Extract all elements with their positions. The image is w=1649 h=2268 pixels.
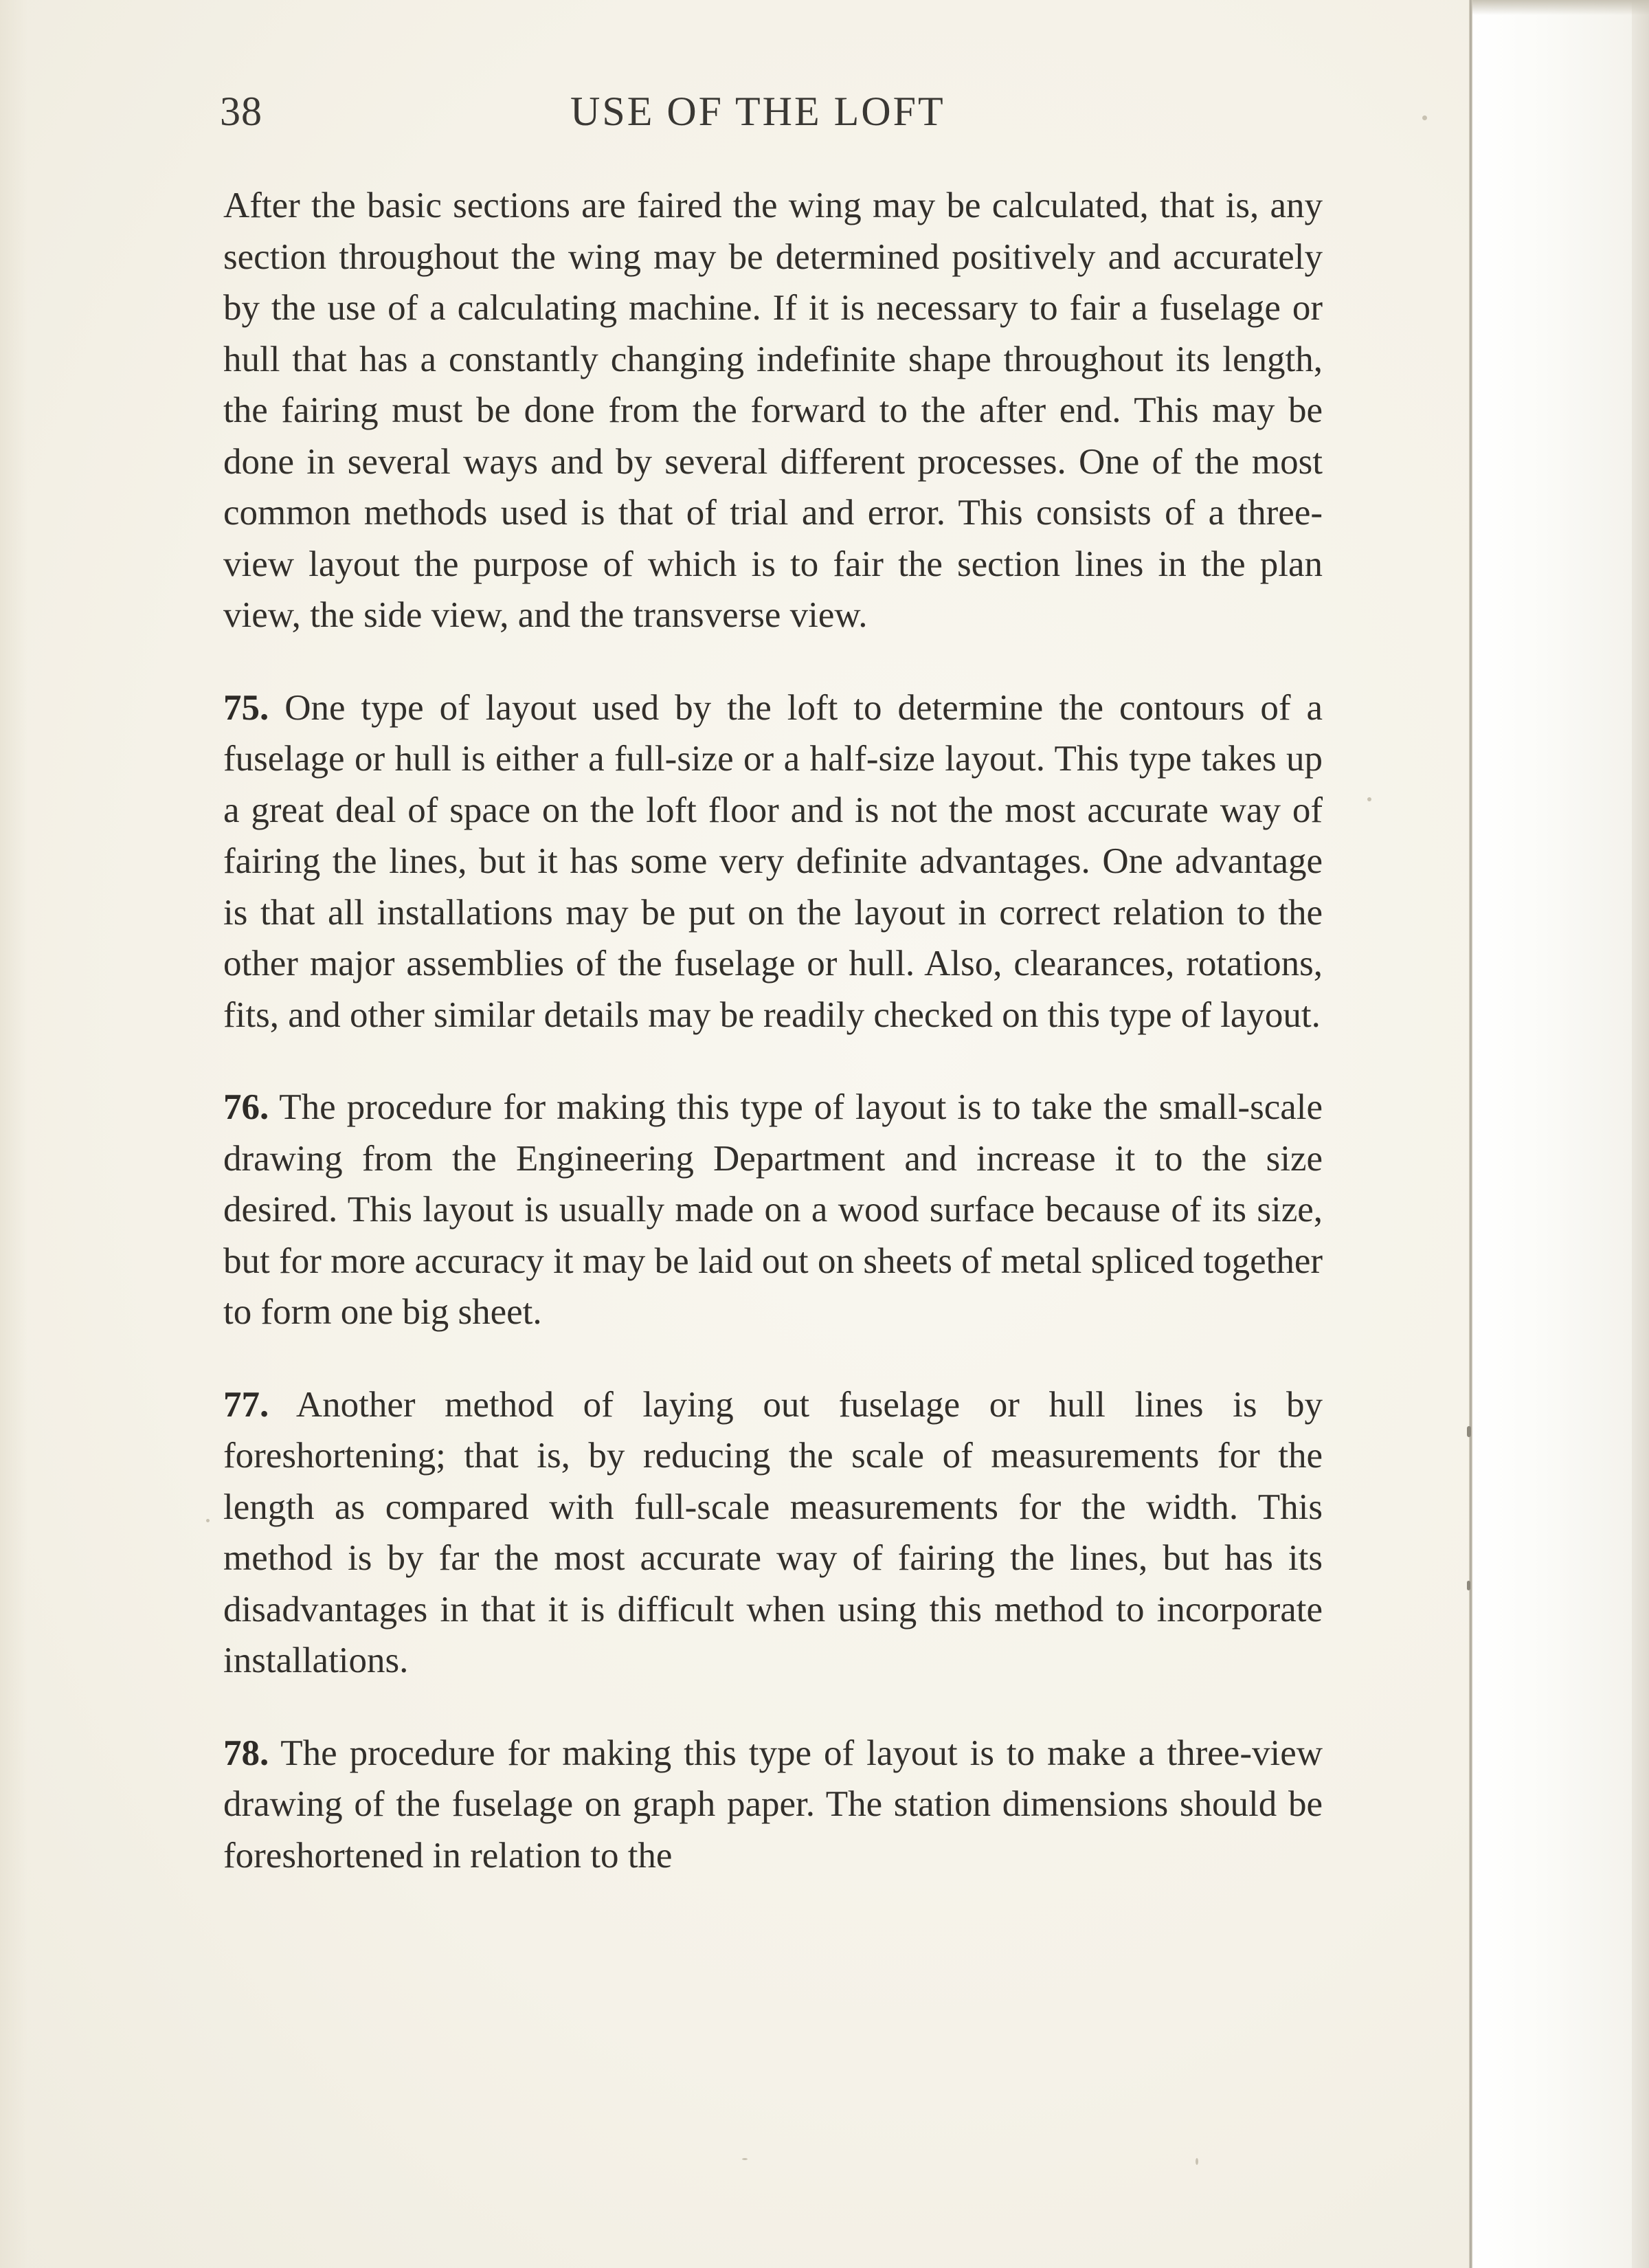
paragraph-76 [223, 1082, 1323, 1338]
paragraph-number: 75. [223, 687, 269, 728]
scan-left-shadow [0, 0, 27, 2268]
paragraph-text: Another method of laying out fuselage or hull lines is by foreshortening; that is, by reducing the scale of measurements for the length as compared with full-scale measurements for the width. This method is by far the most accurate way of fairing the lines, but has its disadvantages in that it is difficult when using this method to incorporate installations. [223, 1384, 1323, 1680]
paragraph-number: 78. [223, 1733, 269, 1773]
paragraph-75 [223, 682, 1323, 1041]
paragraph-number: 77. [223, 1384, 269, 1425]
book-edge-top-shadow [1472, 0, 1649, 15]
book-fore-edge [1472, 0, 1649, 2268]
paragraph-text: One type of layout used by the loft to determine the contours of a fuselage or hull is either a full-size or a half-size layout. This type takes up a great deal of space on the loft floor and is not the most accurate way of fairing the lines, but it has some very definite advantages. One advantage is that all installations may be put on the layout in correct relation to the other major assemblies of the fuselage or hull. Also, clearances, rotations, fits, and other similar details may be readily checked on this type of layout. [223, 687, 1323, 1035]
paragraph-78 [223, 1728, 1323, 1882]
running-head: USE OF THE LOFT [570, 89, 945, 134]
paragraph-text: After the basic sections are faired the wing may be calculated, that is, any section throughout the wing may be determined positively and accurately by the use of a calculating machine. If it is necessary to fair a fuselage or hull that has a constantly changing indefinite shape throughout its length, the fairing must be done from the forward to the after end. This may be done in several ways and by several different processes. One of the most common methods used is that of trial and error. This consists of a three-view layout the purpose of which is to fair the section lines in the plan view, the side view, and the transverse view. [223, 186, 1323, 635]
page-number: 38 [220, 89, 262, 134]
body-text [223, 180, 1323, 1881]
paragraph-77 [223, 1379, 1323, 1687]
book-edge-strip [1632, 0, 1649, 2268]
paragraph-text: The procedure for making this type of layout is to take the small-scale drawing from the Engineering Department and increase it to the size desired. This layout is usually made on a wood surface because of its size, but for more accuracy it may be laid out on sheets of metal spliced together to form one big sheet. [223, 1087, 1323, 1332]
page-header [220, 84, 1347, 139]
paragraph [223, 180, 1323, 641]
paragraph-text: The procedure for making this type of layout is to make a three-view drawing of the fuselage on graph paper. The station dimensions should be foreshortened in relation to the [223, 1733, 1323, 1876]
paragraph-number: 76. [223, 1087, 269, 1127]
